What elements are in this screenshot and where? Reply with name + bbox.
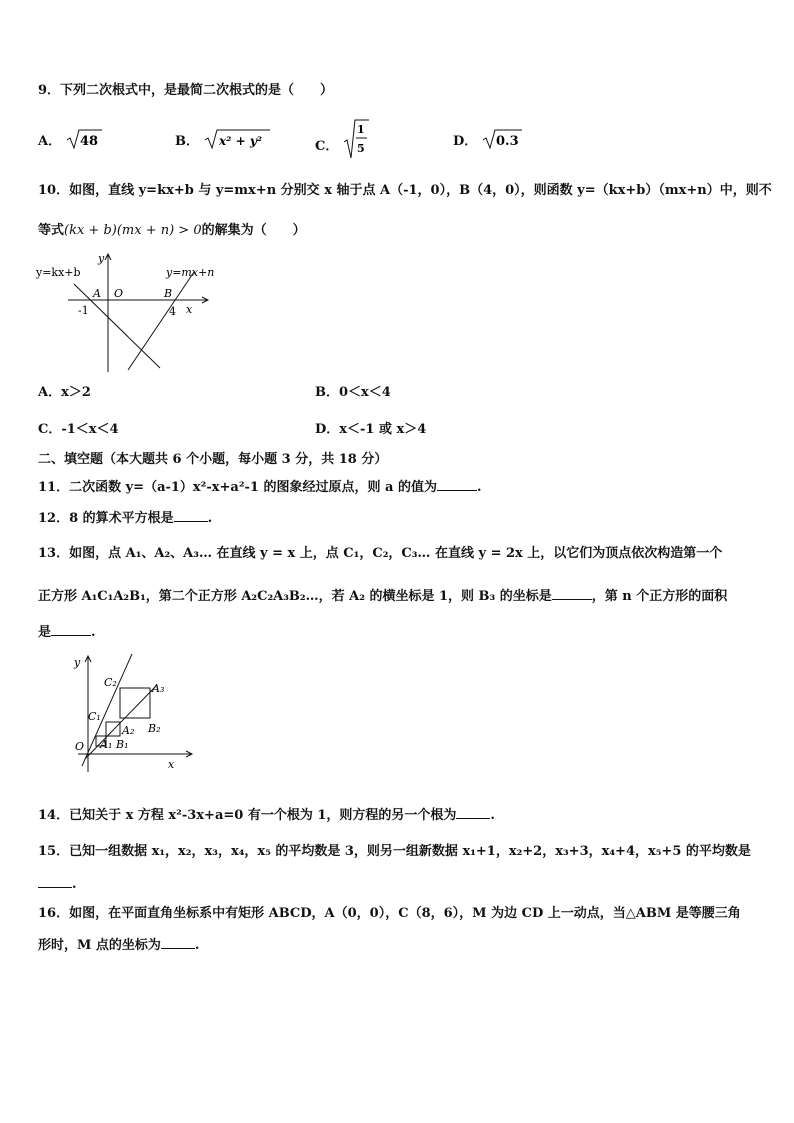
q13-square-1b <box>106 722 120 736</box>
q12-end: . <box>207 511 213 526</box>
q13-line2 <box>38 587 727 606</box>
q10-option-d-text: x＜-1 或 x＞4 <box>339 422 427 437</box>
q10-line1: 10．如图，直线 y=kx+b 与 y=mx+n 分别交 x 轴于点 A（-1，0），B（4，0），则函数 y=（kx+b）（mx+n）中，则不 <box>38 183 772 198</box>
q13-area-answer-blank[interactable] <box>51 623 91 636</box>
q12 <box>38 509 212 528</box>
q13-b3-answer-blank[interactable] <box>552 587 592 600</box>
q10-label-x: x <box>186 303 193 316</box>
q16-line2-text: 形时，M 点的坐标为 <box>38 938 161 953</box>
q9-option-d <box>453 128 522 151</box>
section-2-heading: 二、填空题（本大题共 6 个小题，每小题 3 分，共 18 分） <box>38 452 388 467</box>
q10-option-a-text: x＞2 <box>61 385 91 400</box>
q13-line1: 13．如图，点 A₁、A₂、A₃… 在直线 y = x 上，点 C₁，C₂，C₃… 在直线 y = 2x 上，以它们为顶点依次构造第一个 <box>38 546 723 561</box>
q10-label-mx: y=mx+n <box>166 266 215 279</box>
q9-a-radicand: 48 <box>79 134 98 149</box>
q16-end: . <box>194 938 200 953</box>
q12-text: 12．8 的算术平方根是 <box>38 511 174 526</box>
q9-b-radicand: x² + y² <box>218 134 262 148</box>
q10-label-4: 4 <box>169 305 176 318</box>
q14 <box>38 806 495 825</box>
q9-stem: 9．下列二次根式中，是最简二次根式的是（ ） <box>38 83 334 98</box>
q15-end: . <box>72 877 77 892</box>
sqrt-one-fifth-icon <box>343 118 369 160</box>
q13-line3-end: . <box>91 625 96 640</box>
q15-answer-blank[interactable] <box>38 875 72 888</box>
q13-label-c1: C₁ <box>88 710 101 723</box>
q10-option-a-letter: A． <box>38 385 62 400</box>
q14-end: . <box>490 808 495 823</box>
q9-option-b <box>175 128 270 151</box>
q10-line2-suffix: 的解集为（ ） <box>201 223 306 238</box>
q13-line2-text: 正方形 A₁C₁A₂B₁，第二个正方形 A₂C₂A₃B₂…，若 A₂ 的横坐标是 1，则 B₃ 的坐标是 <box>38 589 552 604</box>
q16-line2 <box>38 936 199 955</box>
q14-text: 14．已知关于 x 方程 x²-3x+a=0 有一个根为 1，则方程的另一个根为 <box>38 808 457 823</box>
q10-inequality: (kx + b)(mx + n) > 0 <box>64 223 202 238</box>
q13-line3-text: 是 <box>38 625 52 640</box>
q11-answer-blank[interactable] <box>437 478 477 491</box>
q13-figure <box>68 650 198 776</box>
q9-option-d-letter: D． <box>453 134 478 149</box>
q10-label-y: y <box>98 252 105 265</box>
q10-option-b <box>315 384 391 402</box>
q13-line2-tail: ，第 n 个正方形的面积 <box>591 589 728 604</box>
q9-option-a <box>38 128 102 151</box>
q9-option-c <box>315 118 369 160</box>
q9-option-c-letter: C． <box>315 139 339 154</box>
q12-answer-blank[interactable] <box>174 509 208 522</box>
q10-option-c-text: -1＜x＜4 <box>61 422 119 437</box>
q13-label-b2: B₂ <box>148 722 161 735</box>
q9-c-num: 1 <box>356 123 365 136</box>
q16-answer-blank[interactable] <box>161 936 195 949</box>
q11-text: 11．二次函数 y=（a-1）x²-x+a²-1 的图象经过原点，则 a 的值为 <box>38 480 437 495</box>
q13-label-c2: C₂ <box>104 676 117 689</box>
q10-figure <box>36 250 226 376</box>
q10-label-a: A <box>93 287 101 300</box>
q10-option-c-letter: C． <box>38 422 62 437</box>
sqrt-x2-y2-icon <box>204 128 270 150</box>
sqrt-48-icon <box>66 128 102 150</box>
q10-label-b: B <box>164 287 173 300</box>
q13-label-o: O <box>75 740 85 753</box>
q10-option-d <box>315 421 426 439</box>
sqrt-0-3-icon <box>482 128 522 150</box>
q9-d-radicand: 0.3 <box>495 134 519 149</box>
q13-label-a2: A₂ <box>122 724 135 737</box>
q13-label-a3: A₃ <box>152 682 165 695</box>
q10-line2 <box>38 222 306 240</box>
q13-square-2 <box>120 688 150 718</box>
q15-line2 <box>38 875 77 894</box>
q10-option-b-text: 0＜x＜4 <box>339 385 391 400</box>
q10-line-mx-n <box>128 272 194 370</box>
q16-line1: 16．如图，在平面直角坐标系中有矩形 ABCD，A（0，0），C（8，6），M 为边 CD 上一动点，当△ABM 是等腰三角 <box>38 906 741 921</box>
q13-label-x: x <box>168 758 175 771</box>
q13-line3 <box>38 623 96 642</box>
q10-option-d-letter: D． <box>315 422 340 437</box>
q9-c-den: 5 <box>356 142 365 155</box>
q10-line2-prefix: 等式 <box>38 223 65 238</box>
q10-label-kx: y=kx+b <box>36 266 81 279</box>
q11 <box>38 478 482 497</box>
q9-option-b-letter: B． <box>175 134 199 149</box>
q13-label-b1: B₁ <box>116 738 129 751</box>
q10-option-a <box>38 384 91 402</box>
q14-answer-blank[interactable] <box>456 806 490 819</box>
q11-end: . <box>476 480 482 495</box>
q10-option-b-letter: B． <box>315 385 339 400</box>
q10-label-o: O <box>114 287 124 300</box>
q13-label-y: y <box>74 656 81 669</box>
q13-label-a1: A₁ <box>100 738 113 751</box>
q9-option-a-letter: A． <box>38 134 62 149</box>
q10-label-neg1: -1 <box>78 304 89 317</box>
q15-line1: 15．已知一组数据 x₁，x₂，x₃，x₄，x₅ 的平均数是 3，则另一组新数据 x₁+1，x₂+2，x₃+3，x₄+4，x₅+5 的平均数是 <box>38 844 751 859</box>
q10-option-c <box>38 421 119 439</box>
